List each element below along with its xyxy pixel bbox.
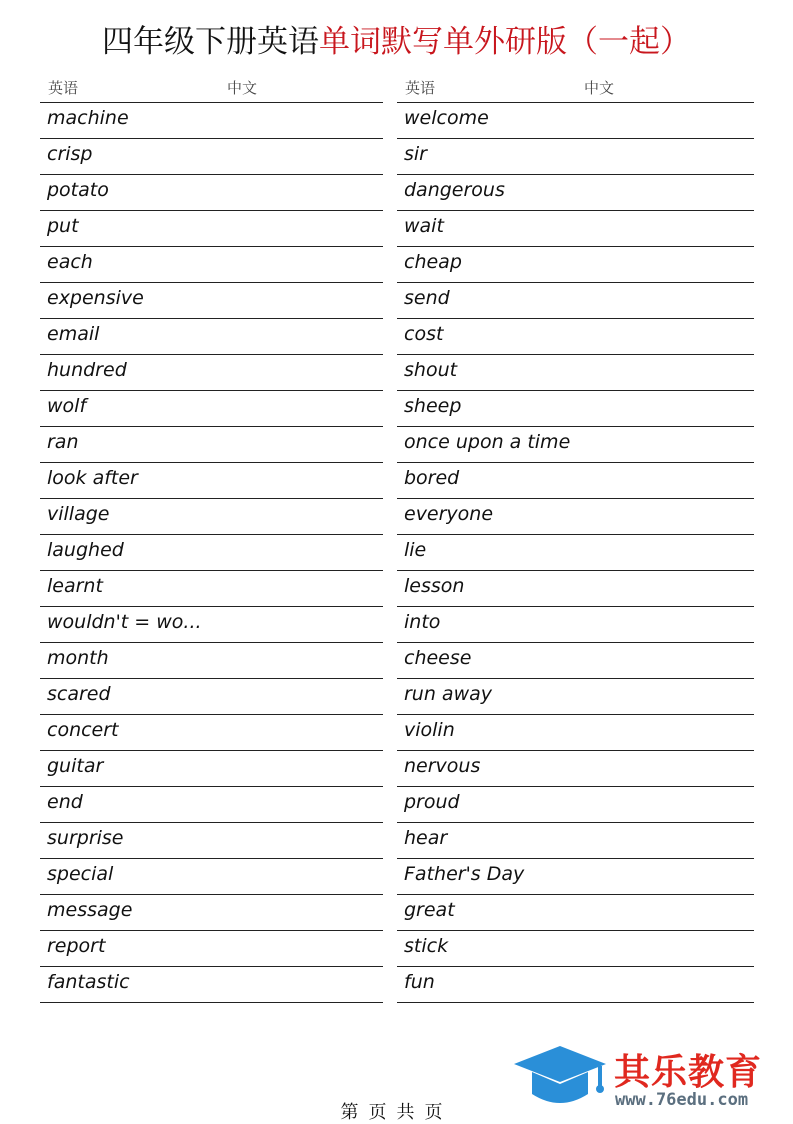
english-word: hear bbox=[404, 827, 448, 849]
english-word: village bbox=[47, 503, 110, 525]
english-word: bored bbox=[404, 467, 460, 489]
right-word-column bbox=[397, 70, 754, 1003]
english-word: cheese bbox=[404, 647, 472, 669]
left-word-column bbox=[40, 70, 383, 1003]
english-word: violin bbox=[404, 719, 455, 741]
word-row bbox=[40, 355, 383, 391]
english-word: fantastic bbox=[47, 971, 130, 993]
word-row bbox=[40, 391, 383, 427]
english-word: nervous bbox=[404, 755, 481, 777]
english-word: into bbox=[404, 611, 441, 633]
english-word: expensive bbox=[47, 287, 144, 309]
word-row bbox=[397, 427, 754, 463]
word-row bbox=[40, 643, 383, 679]
english-word: dangerous bbox=[404, 179, 505, 201]
english-word: send bbox=[404, 287, 450, 309]
word-row bbox=[40, 715, 383, 751]
word-row bbox=[40, 931, 383, 967]
word-row bbox=[40, 571, 383, 607]
word-row bbox=[397, 175, 754, 211]
english-word: look after bbox=[47, 467, 138, 489]
english-word: put bbox=[47, 215, 79, 237]
word-row bbox=[40, 499, 383, 535]
english-word: everyone bbox=[404, 503, 494, 525]
english-word: wolf bbox=[47, 395, 87, 417]
word-row bbox=[397, 715, 754, 751]
english-word: each bbox=[47, 251, 93, 273]
english-word: guitar bbox=[47, 755, 104, 777]
english-word: shout bbox=[404, 359, 458, 381]
english-word: crisp bbox=[47, 143, 93, 165]
word-row bbox=[40, 103, 383, 139]
english-word: lesson bbox=[404, 575, 465, 597]
english-word: stick bbox=[404, 935, 449, 957]
english-word: wait bbox=[404, 215, 444, 237]
english-word: machine bbox=[47, 107, 129, 129]
word-row bbox=[397, 607, 754, 643]
word-row bbox=[397, 283, 754, 319]
word-row bbox=[397, 787, 754, 823]
word-row bbox=[40, 787, 383, 823]
english-word: email bbox=[47, 323, 100, 345]
english-word: hundred bbox=[47, 359, 127, 381]
word-row bbox=[397, 535, 754, 571]
word-row bbox=[397, 679, 754, 715]
word-row bbox=[397, 463, 754, 499]
english-word: month bbox=[47, 647, 109, 669]
english-word: sir bbox=[404, 143, 427, 165]
word-row bbox=[40, 967, 383, 1003]
word-row bbox=[397, 931, 754, 967]
word-row bbox=[397, 391, 754, 427]
english-word: cost bbox=[404, 323, 444, 345]
english-header: 英语 bbox=[405, 79, 436, 97]
word-row bbox=[40, 859, 383, 895]
word-row bbox=[397, 499, 754, 535]
word-row bbox=[40, 895, 383, 931]
chinese-header: 中文 bbox=[584, 79, 615, 97]
title-highlight: 单词默写单外研版（一起） bbox=[319, 24, 691, 60]
english-word: welcome bbox=[404, 107, 489, 129]
english-word: wouldn't = wo... bbox=[47, 611, 202, 633]
word-row bbox=[40, 211, 383, 247]
word-row bbox=[397, 859, 754, 895]
english-word: learnt bbox=[47, 575, 103, 597]
english-word: message bbox=[47, 899, 133, 921]
english-word: special bbox=[47, 863, 114, 885]
english-word: once upon a time bbox=[404, 431, 571, 453]
word-row bbox=[397, 247, 754, 283]
word-row bbox=[40, 535, 383, 571]
english-word: scared bbox=[47, 683, 111, 705]
word-row bbox=[40, 679, 383, 715]
english-word: cheap bbox=[404, 251, 462, 273]
word-row bbox=[40, 463, 383, 499]
word-row bbox=[397, 319, 754, 355]
english-word: laughed bbox=[47, 539, 124, 561]
word-row bbox=[397, 967, 754, 1003]
word-row bbox=[397, 211, 754, 247]
english-word: concert bbox=[47, 719, 119, 741]
word-row bbox=[397, 355, 754, 391]
english-word: sheep bbox=[404, 395, 462, 417]
word-row bbox=[40, 247, 383, 283]
english-word: surprise bbox=[47, 827, 124, 849]
brand-name: 其乐教育 bbox=[614, 1052, 763, 1093]
word-row bbox=[40, 607, 383, 643]
english-word: potato bbox=[47, 179, 109, 201]
word-row bbox=[40, 823, 383, 859]
english-word: run away bbox=[404, 683, 493, 705]
english-word: lie bbox=[404, 539, 427, 561]
english-word: Father's Day bbox=[404, 863, 525, 885]
english-word: great bbox=[404, 899, 455, 921]
word-row bbox=[40, 427, 383, 463]
word-row bbox=[397, 751, 754, 787]
word-row bbox=[397, 571, 754, 607]
page-footer: 第页共页 bbox=[340, 1102, 453, 1123]
title-main: 四年级下册英语 bbox=[102, 24, 319, 60]
word-row bbox=[397, 103, 754, 139]
word-row bbox=[397, 895, 754, 931]
english-header: 英语 bbox=[48, 79, 79, 97]
word-row bbox=[40, 139, 383, 175]
english-word: report bbox=[47, 935, 106, 957]
word-row bbox=[397, 139, 754, 175]
english-word: proud bbox=[404, 791, 460, 813]
word-row bbox=[40, 283, 383, 319]
english-word: ran bbox=[47, 431, 79, 453]
brand-url: www.76edu.com bbox=[615, 1090, 749, 1110]
word-row bbox=[40, 751, 383, 787]
column-header bbox=[40, 70, 383, 103]
column-header bbox=[397, 70, 754, 103]
word-row bbox=[40, 175, 383, 211]
word-row bbox=[397, 823, 754, 859]
word-row bbox=[397, 643, 754, 679]
chinese-header: 中文 bbox=[227, 79, 258, 97]
page-title bbox=[0, 22, 793, 62]
word-row bbox=[40, 319, 383, 355]
english-word: fun bbox=[404, 971, 435, 993]
english-word: end bbox=[47, 791, 83, 813]
